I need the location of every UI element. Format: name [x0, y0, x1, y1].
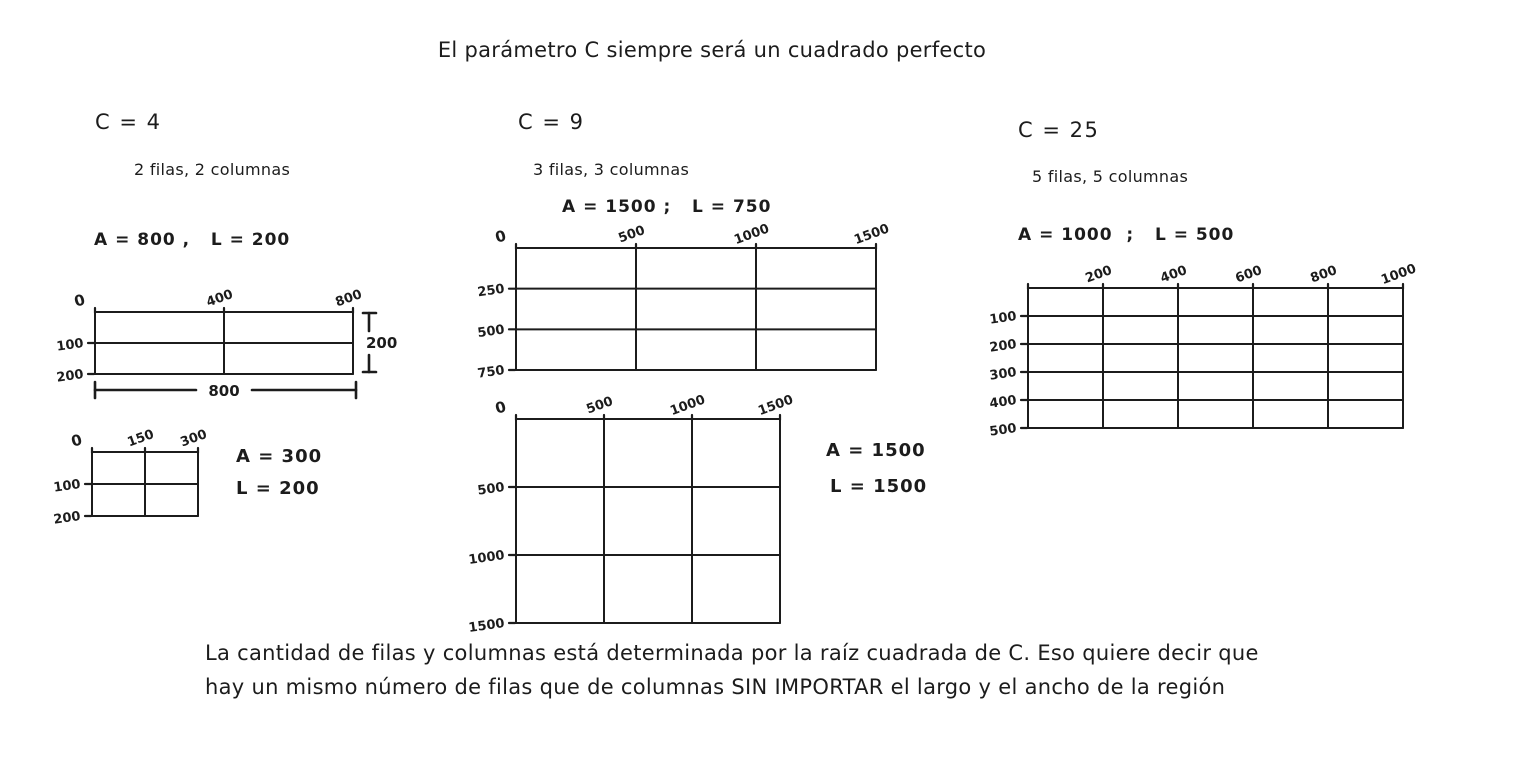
svg-text:1500: 1500 — [467, 616, 506, 636]
page-title: El parámetro C siempre será un cuadrado perfecto — [437, 38, 987, 62]
c9-square-length-label: L = 1500 — [830, 476, 928, 497]
svg-text:250: 250 — [476, 281, 506, 301]
svg-text:200: 200 — [366, 334, 398, 352]
c9-square-area-label: A = 1500 — [826, 440, 926, 461]
svg-text:100: 100 — [55, 336, 85, 355]
svg-text:1000: 1000 — [467, 548, 506, 568]
grid-c9-wide — [476, 221, 892, 382]
c25-dims-label: 5 filas, 5 columnas — [1032, 167, 1189, 186]
grid-c4-main — [55, 287, 398, 400]
svg-text:100: 100 — [52, 477, 82, 496]
svg-text:0: 0 — [493, 397, 509, 418]
svg-text:800: 800 — [333, 287, 365, 311]
svg-text:0: 0 — [69, 430, 85, 451]
c4-dims-label: 2 filas, 2 columnas — [134, 160, 291, 179]
c4-small-area-label: A = 300 — [236, 446, 323, 467]
c4-small-length-label: L = 200 — [236, 478, 320, 499]
svg-text:400: 400 — [988, 393, 1018, 412]
grid-c9-square — [467, 392, 796, 636]
svg-text:300: 300 — [988, 365, 1018, 384]
svg-text:1000: 1000 — [732, 221, 772, 248]
svg-text:500: 500 — [988, 421, 1018, 440]
svg-text:200: 200 — [55, 367, 85, 386]
grid-figure-c4-main — [55, 287, 398, 400]
svg-text:750: 750 — [476, 363, 506, 382]
grid-c25 — [988, 261, 1419, 440]
c9-heading: C = 9 — [518, 110, 585, 134]
svg-text:300: 300 — [178, 427, 210, 451]
footer-line-2: hay un mismo número de filas que de columnas SIN IMPORTAR el largo y el ancho de la región — [205, 675, 1226, 699]
grid-c4-small — [52, 427, 210, 528]
grid-figure-c9-square — [467, 392, 796, 636]
svg-text:800: 800 — [208, 382, 240, 400]
svg-text:500: 500 — [476, 322, 506, 342]
c4-params-label: A = 800 , L = 200 — [94, 230, 291, 250]
svg-text:100: 100 — [988, 309, 1018, 328]
svg-text:0: 0 — [72, 290, 88, 311]
svg-text:500: 500 — [476, 480, 506, 499]
c4-heading: C = 4 — [95, 110, 162, 134]
c25-params-label: A = 1000 ; L = 500 — [1018, 225, 1235, 245]
svg-text:200: 200 — [988, 337, 1018, 356]
svg-text:1000: 1000 — [1379, 261, 1419, 288]
svg-text:1500: 1500 — [852, 221, 892, 248]
svg-text:500: 500 — [584, 394, 616, 418]
svg-text:200: 200 — [1083, 263, 1115, 287]
grid-figure-c9-wide — [476, 221, 892, 382]
c9-params-label: A = 1500 ; L = 750 — [562, 197, 772, 217]
svg-text:200: 200 — [52, 509, 82, 528]
svg-text:600: 600 — [1233, 263, 1265, 287]
c25-heading: C = 25 — [1018, 118, 1100, 142]
grid-figure-c4-small — [52, 427, 210, 528]
footer-line-1: La cantidad de filas y columnas está determinada por la raíz cuadrada de C. Eso quiere decir que — [205, 641, 1259, 665]
svg-text:1500: 1500 — [756, 392, 796, 419]
svg-text:400: 400 — [1158, 263, 1190, 287]
svg-text:800: 800 — [1308, 263, 1340, 287]
c9-dims-label: 3 filas, 3 columnas — [533, 160, 690, 179]
svg-text:400: 400 — [204, 287, 236, 311]
svg-text:500: 500 — [616, 223, 648, 247]
svg-text:150: 150 — [125, 427, 157, 451]
svg-text:0: 0 — [493, 226, 509, 247]
grid-figure-c25 — [988, 261, 1419, 440]
svg-text:1000: 1000 — [668, 392, 708, 419]
